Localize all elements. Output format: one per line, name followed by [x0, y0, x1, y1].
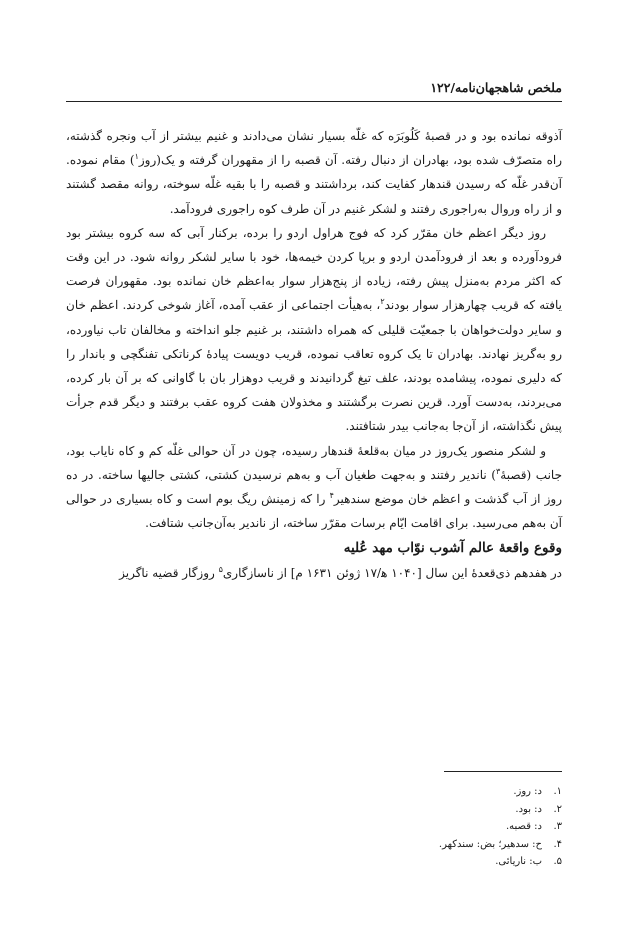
- footnote-item: ۴.ح: سدهیر؛ بض: سندکهر.: [438, 838, 562, 850]
- section-heading: وقوع واقعهٔ عالم آشوب نوّاب مهد عُلیه: [343, 540, 562, 557]
- paragraph-1: آذوقه نمانده بود و در قصبهٔ کَلُوبَرَه که غلّه بسیار نشان می‌دادند و غنیم بیشتر از آب ونجره گذشته، راه متصرّف شده بود، بهادران از دنبال رفته. آن قصبه را از مقهوران گرفته و یک(روز$^۱$) مقام نموده. آن‌قدر غلّه که رسیدن قندهار کفایت کند، برداشتند و قصبه را با بقیه غلّه سوخته، روانه مقصد گشتند و از راه وروال به‌راجوری رفتند و لشکر غنیم در آن طرف کوه راجوری فرودآمد.: [66, 129, 562, 216]
- paragraph-2: روز دیگر اعظم خان مقرّر کرد که فوج هراول اردو را برده، برکنار آبی که سه کروه بیشتر بود فرودآورده و بعد از فرودآمدن اردو و برپا کردن خیمه‌ها، خود با سایر لشکر روانه شود. در این وقت که اکثر مردم به‌منزل پیش رفته، زیاده از پنج‌هزار سوار به‌اعظم خان نمانده بود. مقهوران فرصت یافته که قریب چهارهزار سوار بودند$^۲$، به‌هیأت اجتماعی از عقب آمده، آغاز شوخی کردند. اعظم خان و سایر دولت‌خواهان با جمعیّت قلیلی که همراه داشتند، بر غنیم جلو انداخته و مخالفان تاب نیاورده، رو به‌گریز نهادند. بهادران تا یک کروه تعاقب نموده، قریب دویست پیادهٔ کرناتکی تفنگچی و باندار را که دلیری نموده، پیشامده بودند، علف تیغ گردانیدند و قریب دوهزار بان با گاوانی که بر آن بار کرده، می‌بردند، به‌دست آورد. قرین نصرت برگشتند و مخذولان هفت کروه عقب برفتند و دیگر قدم جرأت پیش نگذاشته، از آن‌جا به‌جانب بیدر شتافتند.: [66, 225, 562, 434]
- header-rule: [66, 101, 562, 102]
- footnote-ref-4[interactable]: ۴: [329, 491, 334, 501]
- footnote-item: ۵.ب: ناریائی.: [495, 856, 562, 868]
- paragraph-3: و لشکر منصور یک‌روز در میان به‌قلعهٔ قندهار رسیده، چون در آن حوالی غلّه کم و کاه نایاب بود، جانب (قصبهٔ$^۳$) ناندیر رفتند و به‌جهت طغیان آب و به‌هم نرسیدن کشتی، کشتی جالیها ساخته. در ده روز از آب گذشت و اعظم خان موضع سندهیر$^۴$ را که زمینش ریگ بوم است و کاه بسیاری در حوالی آن به‌هم می‌رسید. برای اقامت ایّام برسات مقرّر ساخته، از ناندیر به‌آن‌جانب شتافت.: [66, 443, 562, 531]
- footnote-ref-5[interactable]: ۵: [218, 565, 223, 575]
- running-header: ملخص شاهجهان‌نامه/۱۲۲: [430, 80, 562, 95]
- footnotes-list: [262, 783, 562, 871]
- footnote-rule: [444, 771, 562, 772]
- footnote-ref-1[interactable]: ۱: [134, 152, 139, 162]
- footnote-item: ۲.د: بود.: [515, 803, 562, 815]
- main-text: [66, 124, 562, 586]
- footnote-ref-3[interactable]: ۳: [496, 466, 501, 476]
- footnote-item: ۳.د: قصبه.: [505, 821, 562, 833]
- footnote-ref-2[interactable]: ۲: [380, 297, 385, 307]
- paragraph-4: در هفدهم ذی‌قعدهٔ این سال [۱۰۴۰ ه‍/۱۷ ژوئن ۱۶۳۱ م] از ناسازگاری$^۵$ روزگار قضیه ناگریز: [119, 565, 562, 581]
- footnote-item: ۱.د: روز.: [513, 786, 562, 797]
